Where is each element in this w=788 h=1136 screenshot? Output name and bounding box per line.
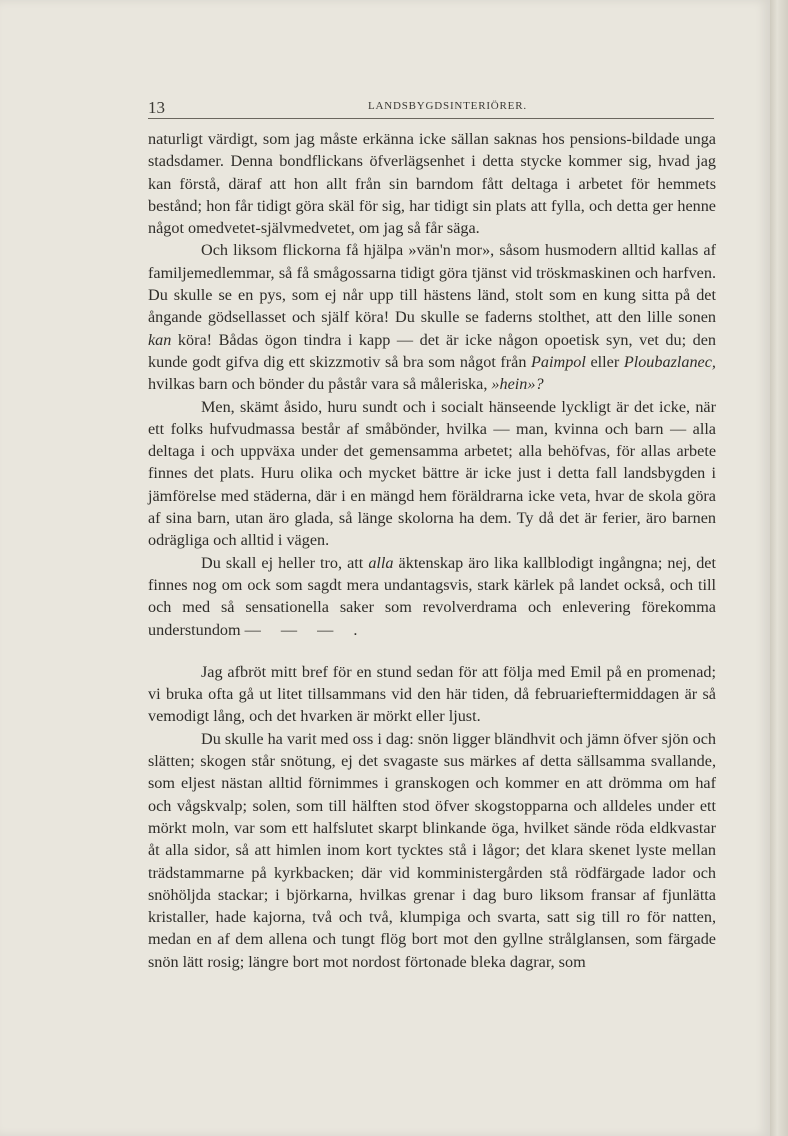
paragraph-3: Men, skämt åsido, huru sundt och i socialt hänseende lyckligt är det icke, när ett folks hufvudmassa består af småbönder, hvilka — man, kvinna och barn — alla deltaga i och uppväxa under det gemensamma arbetet; alla behöfvas, för allas arbete finnes det plats. Huru olika och mycket bättre är icke just i detta fall landsbygden i jämförelse med städerna, där i en mängd hem föräldrarna icke veta, hvar de skola göra af sina barn, utan äro glada, så länge skolorna ha dem. Ty då det är ferier, äro barnen odrägliga och alltid i vägen. [148,397,716,550]
page-edge [770,0,788,1136]
emphasis-paimpol: Paimpol [531,352,586,371]
paragraph-4-text-a: Du skall ej heller tro, att [201,553,369,572]
emphasis-kan: kan [148,330,172,349]
paragraph-2 [148,239,716,395]
emphasis-alla: alla [368,553,394,572]
emphasis-hein: »hein»? [491,375,544,394]
body-text [148,128,716,973]
emphasis-ploubazlanec: Ploubazlanec, [623,352,716,371]
paragraph-2-text-c: eller [585,352,624,371]
paragraph-1: naturligt värdigt, som jag måste erkänna icke sällan saknas hos pensions-bildade unga stadsdamer. Denna bondflickans öfverlägsenhet i detta stycke kommer sig, hvad jag kan förstå, däraf att hon allt från sin barndom fått deltaga i arbetet för hemmets bestånd; hon får tidigt göra skäl för sig, har tidigt sin plats att fylla, och detta ger henne något omedvetet-självmedvetet, om jag så får säga. [148,130,716,238]
paragraph-2-text-a: Och liksom flickorna få hjälpa »vän'n mor», såsom husmodern alltid kallas af familjemedlemmar, så få smågossarna tidigt göra tjänst vid tröskmaskinen och harfven. Du skulle se en pys, som ej når upp till hästens länd, stolt som en kung sitta på det ångande gödsellasset och själf köra! Du skulle se faderns stolthet, att den lille sonen [148,241,716,327]
paragraph-6: Du skulle ha varit med oss i dag: snön ligger bländhvit och jämn öfver sjön och slätten; skogen står snötung, ej det svagaste sus märkes af detta sällsamma svallande, som eljest nästan alltid förnimmes i granskogen och kommer en att drömma om haf och vågskvalp; solen, som till hälften stod öfver skogstopparna och alldeles under ett mörkt moln, var som ett halfslutet skarpt blinkande öga, hvilket sände röda eldkvastar åt alla sidor, så att himlen inom kort tycktes stå i lågor; det klara skenet lyste mellan trädstammarne på kyrkbacken; där vid komministergården stå rödfärgade lador och snöhöljda stackar; i björkarna, hvilkas grenar i dag buro liksom fransar af fjunlätta kristaller, hade kajorna, två och två, klumpiga och svarta, satt sig till ro för natten, medan en af dem allena och tungt flög bort mot den gyllne strålglansen, som färgade snön lätt rosig; längre bort mot nordost förtonade bleka dagrar, som [148,729,716,971]
running-head: LANDSBYGDSINTERIÖRER. [368,100,527,112]
paragraph-4-text-b: äktenskap äro lika kallblodigt ingångna; nej, det finnes nog om ock som sagdt mera undantagsvis, stark kärlek på landet också, och till och med så sensationella saker som revolverdrama och enlevering förekomma understundom [148,553,716,639]
section-gap [148,641,716,661]
page-header [148,96,714,119]
paragraph-4 [148,552,716,641]
paragraph-5: Jag afbröt mitt bref för en stund sedan för att följa med Emil på en promenad; vi bruka ofta gå ut litet tillsammans vid den här tiden, då februarieftermiddagen är så vemodigt lång, och det hvarken är mörkt eller ljust. [148,662,716,726]
section-dashes: — — — . [244,620,366,639]
paragraph-2-text-d: hvilkas barn och bönder du påstår vara så måleriska, [148,375,492,394]
page-number: 13 [148,98,165,117]
paragraph-2-text-b: köra! Bådas ögon tindra i kapp — det är icke någon opoetisk syn, vet du; den kunde godt gifva dig ett skizzmotiv så bra som något från [148,330,716,371]
